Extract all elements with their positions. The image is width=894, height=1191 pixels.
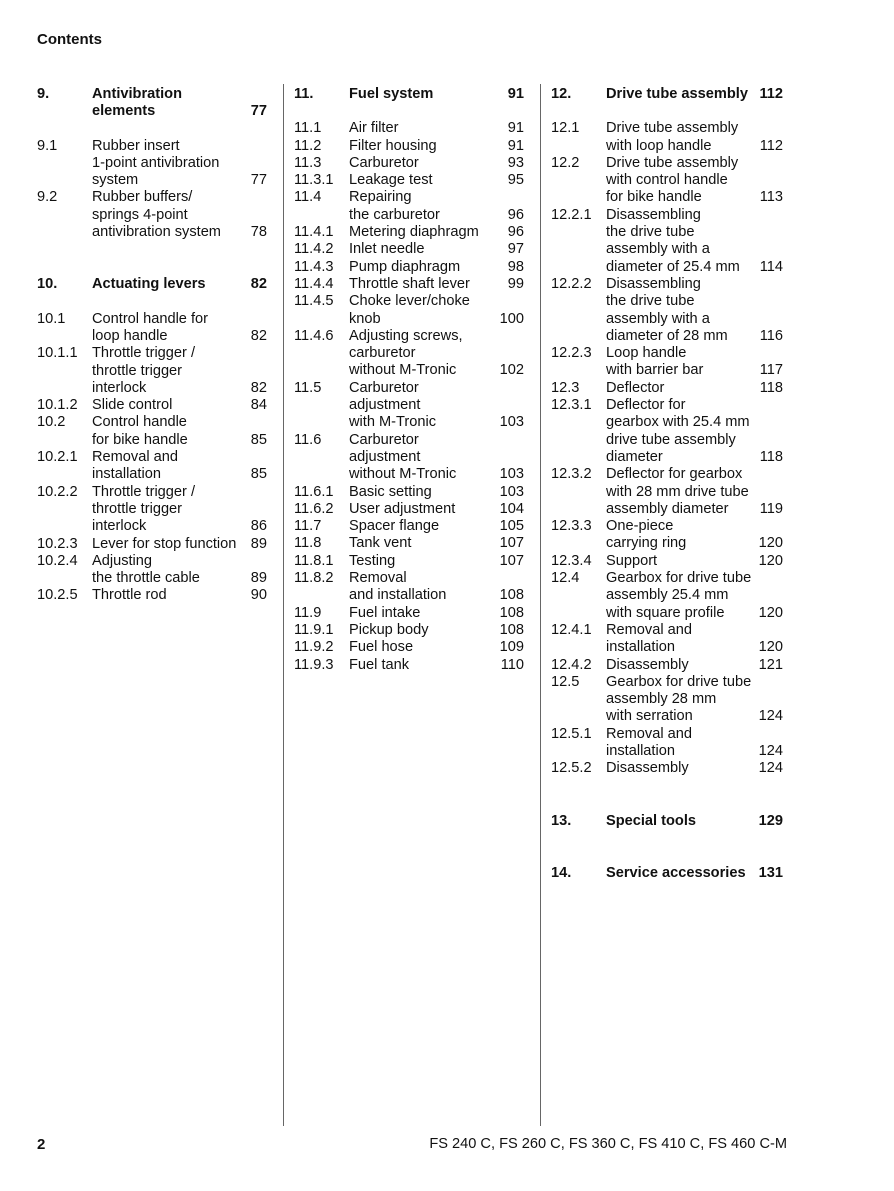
toc-entry-title: diameter: [606, 448, 663, 465]
toc-entry: [294, 241, 524, 258]
toc-entry-page: 99: [507, 275, 524, 292]
toc-entry-page: 84: [250, 397, 267, 414]
toc-entry-title: Metering diaphragm: [349, 224, 479, 241]
toc-entry: [551, 674, 783, 726]
column-divider-1: [283, 84, 284, 1126]
toc-entry-page: 82: [250, 327, 267, 344]
toc-entry: [294, 380, 524, 432]
toc-entry: [37, 587, 267, 604]
toc-entry-number: 12.5.1: [551, 725, 592, 742]
toc-entry-number: 10.1.2: [37, 397, 78, 414]
toc-entry-number: 11.4.2: [294, 241, 334, 258]
toc-entry-page: 86: [250, 518, 267, 535]
toc-entry-number: 10.: [37, 276, 58, 293]
toc-entry-title: Testing: [349, 552, 396, 569]
toc-entry: [551, 518, 783, 553]
toc-entry-page: 93: [507, 154, 524, 171]
toc-entry-page: 104: [499, 500, 524, 517]
toc-entry-title: with serration: [606, 708, 693, 725]
toc-entry-title: Rubber insert: [92, 137, 180, 154]
toc-entry-number: 11.9.3: [294, 656, 334, 673]
toc-entry-page: 91: [507, 137, 524, 154]
toc-entry-number: 11.4: [294, 189, 322, 206]
toc-entry: [294, 276, 524, 293]
toc-entry-number: 12.3: [551, 379, 580, 396]
toc-entry-title: assembly with a: [606, 241, 710, 258]
toc-entry-page: 96: [507, 206, 524, 223]
toc-entry-number: 10.2.1: [37, 449, 78, 466]
toc-entry: [37, 138, 267, 190]
toc-entry: [294, 224, 524, 241]
toc-entry-title: Throttle trigger /: [92, 483, 196, 500]
toc-entry-number: 12.2.1: [551, 206, 592, 223]
toc-entry: [37, 189, 267, 241]
toc-entry: [551, 380, 783, 397]
toc-entry-number: 10.2: [37, 414, 66, 431]
model-list: FS 240 C, FS 260 C, FS 360 C, FS 410 C, FS 460 C-M: [429, 1136, 787, 1152]
toc-entry-page: 89: [250, 570, 267, 587]
toc-entry-title: Deflector for: [606, 397, 686, 414]
toc-entry-page: 124: [758, 760, 783, 777]
toc-entry-title: Disassembly: [606, 760, 689, 777]
toc-entry-page: 113: [759, 189, 783, 206]
toc-entry-page: 82: [250, 379, 267, 396]
toc-entry: [294, 657, 524, 674]
toc-entry-title: Adjusting screws,: [349, 327, 463, 344]
toc-entry: [294, 189, 524, 224]
toc-entry-page: 121: [758, 656, 783, 673]
toc-entry-page: 77: [250, 172, 267, 189]
toc-entry-number: 10.2.2: [37, 483, 78, 500]
toc-entry-title: the carburetor: [349, 206, 440, 223]
toc-entry-title: Leakage test: [349, 172, 433, 189]
toc-entry-title: Drive tube assembly: [606, 86, 748, 102]
toc-entry-number: 12.4: [551, 570, 580, 587]
toc-entry: [37, 484, 267, 536]
toc-entry-title: Removal and: [606, 621, 692, 638]
toc-entry-title: drive tube assembly: [606, 431, 736, 448]
toc-entry-number: 11.6.2: [294, 500, 334, 517]
toc-entry-title: interlock: [92, 518, 147, 535]
toc-entry-number: 9.2: [37, 189, 58, 206]
toc-entry: [37, 414, 267, 449]
toc-entry: [551, 466, 783, 518]
toc-entry-title: Deflector for gearbox: [606, 466, 743, 483]
toc-entry-page: 91: [507, 120, 524, 137]
toc-entry-title: Support: [606, 552, 658, 569]
toc-entry-page: 116: [759, 327, 783, 344]
toc-entry: [551, 86, 783, 103]
toc-entry-number: 12.: [551, 86, 572, 102]
toc-entry-page: 96: [507, 224, 524, 241]
toc-entry: [294, 86, 524, 103]
toc-entry-title: Actuating levers: [92, 276, 206, 293]
toc-entry-number: 12.3.4: [551, 552, 592, 569]
toc-column-3: [551, 86, 783, 882]
toc-entry-number: 11.4.3: [294, 258, 334, 275]
toc-entry-page: 107: [499, 552, 524, 569]
toc-entry-title: Drive tube assembly: [606, 120, 739, 137]
toc-entry-title: Filter housing: [349, 137, 437, 154]
toc-entry: [551, 207, 783, 276]
toc-entry-title: diameter of 28 mm: [606, 327, 728, 344]
toc-entry: [551, 657, 783, 674]
toc-entry: [551, 120, 783, 155]
toc-entry-number: 11.1: [294, 120, 322, 137]
toc-entry-title: throttle trigger: [92, 362, 183, 379]
toc-entry-number: 12.2.2: [551, 275, 592, 292]
toc-entry-title: installation: [606, 639, 675, 656]
toc-entry: [37, 345, 267, 397]
toc-entry: [294, 328, 524, 380]
toc-entry-number: 11.4.5: [294, 293, 334, 310]
toc-entry-page: 90: [250, 587, 267, 604]
toc-entry-number: 11.: [294, 86, 314, 102]
toc-entry-title: with barrier bar: [606, 362, 704, 379]
toc-entry: [551, 553, 783, 570]
toc-entry: [37, 449, 267, 484]
toc-entry-page: 97: [507, 241, 524, 258]
toc-entry: [294, 501, 524, 518]
toc-entry-number: 12.3.1: [551, 397, 592, 414]
toc-entry: [37, 276, 267, 293]
toc-entry-title: Removal and: [92, 449, 178, 466]
toc-entry-title: adjustment: [349, 448, 421, 465]
toc-entry: [294, 120, 524, 137]
toc-entry-title: Repairing: [349, 189, 412, 206]
toc-entry: [551, 345, 783, 380]
toc-entry-title: Deflector: [606, 379, 665, 396]
toc-entry-title: One-piece: [606, 518, 674, 535]
toc-entry-number: 14.: [551, 864, 572, 881]
toc-entry-number: 10.2.4: [37, 552, 78, 569]
toc-entry-page: 98: [507, 258, 524, 275]
toc-entry-title: Antivibration: [92, 86, 182, 102]
toc-entry-title: Rubber buffers/: [92, 189, 193, 206]
toc-entry: [551, 155, 783, 207]
toc-entry-number: 11.5: [294, 379, 322, 396]
toc-entry-number: 11.4.4: [294, 275, 334, 292]
toc-entry-title: User adjustment: [349, 500, 456, 517]
toc-entry: [294, 518, 524, 535]
toc-entry-page: 117: [759, 362, 783, 379]
toc-entry: [294, 484, 524, 501]
toc-entry-title: with control handle: [606, 172, 728, 189]
toc-entry-title: installation: [606, 742, 675, 759]
toc-entry-page: 107: [499, 535, 524, 552]
toc-entry-title: carburetor: [349, 345, 416, 362]
toc-entry-number: 12.2.3: [551, 345, 592, 362]
toc-entry-title: Lever for stop function: [92, 535, 237, 552]
toc-entry-page: 110: [500, 656, 524, 673]
toc-entry-title: Fuel intake: [349, 604, 421, 621]
toc-entry-title: Gearbox for drive tube: [606, 570, 752, 587]
toc-column-1: [37, 86, 267, 605]
toc-entry-number: 12.5: [551, 673, 580, 690]
toc-entry-title: diameter of 25.4 mm: [606, 258, 740, 275]
toc-entry: [294, 138, 524, 155]
toc-entry-title: assembly 25.4 mm: [606, 587, 729, 604]
toc-entry-page: 89: [250, 535, 267, 552]
toc-entry-page: 120: [758, 552, 783, 569]
toc-entry: [37, 553, 267, 588]
toc-entry-title: installation: [92, 466, 161, 483]
toc-entry-title: knob: [349, 310, 381, 327]
toc-entry-title: Disassembly: [606, 656, 689, 673]
toc-entry-number: 10.2.3: [37, 535, 78, 552]
toc-entry: [551, 570, 783, 622]
toc-entry-title: the drive tube: [606, 224, 695, 241]
toc-entry-title: and installation: [349, 587, 447, 604]
toc-entry-title: Slide control: [92, 397, 173, 414]
toc-entry-title: Fuel hose: [349, 639, 414, 656]
toc-entry-page: 118: [759, 379, 783, 396]
page-number: 2: [37, 1136, 46, 1153]
toc-entry-number: 12.1: [551, 120, 580, 137]
toc-entry-title: elements: [92, 103, 156, 120]
toc-entry-title: without M-Tronic: [349, 362, 457, 379]
toc-entry-title: adjustment: [349, 397, 421, 414]
toc-entry-title: without M-Tronic: [349, 466, 457, 483]
toc-entry-title: assembly 28 mm: [606, 691, 717, 708]
page-header-title: Contents: [37, 31, 102, 48]
toc-entry: [551, 276, 783, 345]
toc-entry-title: Spacer flange: [349, 518, 440, 535]
toc-entry-title: assembly with a: [606, 310, 710, 327]
toc-entry-page: 120: [758, 604, 783, 621]
toc-entry-title: carrying ring: [606, 535, 687, 552]
toc-entry-number: 11.6.1: [294, 483, 334, 500]
toc-entry: [37, 86, 267, 121]
toc-entry: [294, 605, 524, 622]
toc-entry-title: Carburetor: [349, 379, 419, 396]
toc-entry: [294, 570, 524, 605]
toc-entry-title: the throttle cable: [92, 570, 200, 587]
toc-entry-number: 12.3.3: [551, 518, 592, 535]
toc-entry: [37, 397, 267, 414]
toc-entry-number: 9.1: [37, 137, 58, 154]
toc-entry-title: with 28 mm drive tube: [606, 483, 749, 500]
toc-entry-title: 1-point antivibration: [92, 154, 220, 171]
toc-entry-number: 11.4.1: [294, 224, 334, 241]
toc-entry-title: Basic setting: [349, 483, 432, 500]
toc-entry-number: 11.2: [294, 137, 322, 154]
toc-entry-title: Service accessories: [606, 864, 746, 881]
toc-entry: [294, 639, 524, 656]
toc-entry-title: Loop handle: [606, 345, 687, 362]
toc-entry-number: 12.4.1: [551, 621, 592, 638]
toc-entry-title: Throttle trigger /: [92, 345, 196, 362]
toc-entry-number: 11.7: [294, 518, 322, 535]
toc-entry-number: 12.5.2: [551, 760, 592, 777]
toc-entry-page: 109: [499, 639, 524, 656]
toc-column-2: [294, 86, 524, 674]
toc-entry-title: Removal: [349, 570, 407, 587]
toc-entry-title: Control handle: [92, 414, 187, 431]
toc-entry-page: 91: [507, 86, 524, 102]
toc-entry-page: 124: [758, 742, 783, 759]
toc-entry-page: 105: [499, 518, 524, 535]
toc-entry-title: Fuel system: [349, 86, 434, 102]
toc-entry: [294, 293, 524, 328]
toc-entry: [294, 535, 524, 552]
toc-entry: [551, 622, 783, 657]
toc-entry: [294, 259, 524, 276]
toc-entry: [551, 865, 783, 882]
toc-entry-number: 11.9.2: [294, 639, 334, 656]
toc-entry-number: 11.8.1: [294, 552, 334, 569]
toc-entry: [551, 397, 783, 466]
toc-entry-title: Removal and: [606, 725, 692, 742]
toc-entry: [37, 311, 267, 346]
toc-entry-number: 11.4.6: [294, 327, 334, 344]
toc-entry-number: 10.1: [37, 310, 66, 327]
toc-entry-title: Carburetor: [349, 431, 419, 448]
toc-entry-title: with loop handle: [606, 137, 712, 154]
toc-entry-page: 85: [250, 466, 267, 483]
toc-entry-page: 129: [758, 812, 783, 829]
toc-entry-page: 120: [758, 639, 783, 656]
toc-entry-number: 12.3.2: [551, 466, 592, 483]
toc-entry-page: 95: [507, 172, 524, 189]
toc-entry-number: 12.2: [551, 154, 580, 171]
toc-entry-page: 85: [250, 431, 267, 448]
toc-entry-number: 11.9.1: [294, 621, 334, 638]
toc-entry-page: 131: [758, 864, 783, 881]
toc-entry-page: 120: [758, 535, 783, 552]
toc-entry-number: 11.9: [294, 604, 322, 621]
toc-entry: [294, 553, 524, 570]
toc-entry-title: antivibration system: [92, 224, 221, 241]
toc-entry-title: the drive tube: [606, 293, 695, 310]
toc-entry-title: Air filter: [349, 120, 399, 137]
toc-entry-page: 102: [499, 362, 524, 379]
toc-entry-number: 11.3.1: [294, 172, 334, 189]
toc-entry-title: Tank vent: [349, 535, 412, 552]
toc-entry-title: Disassembling: [606, 275, 701, 292]
toc-entry-page: 118: [759, 448, 783, 465]
toc-entry-title: assembly diameter: [606, 500, 729, 517]
column-divider-2: [540, 84, 541, 1126]
toc-entry-title: system: [92, 172, 139, 189]
toc-entry-title: for bike handle: [92, 431, 188, 448]
toc-entry: [294, 155, 524, 172]
toc-entry-title: springs 4-point: [92, 206, 188, 223]
toc-entry-page: 100: [499, 310, 524, 327]
toc-entry-title: Drive tube assembly: [606, 154, 739, 171]
toc-entry-number: 12.4.2: [551, 656, 592, 673]
toc-entry-number: 10.1.1: [37, 345, 78, 362]
toc-entry: [551, 760, 783, 777]
toc-entry-title: with M-Tronic: [349, 414, 437, 431]
toc-entry-page: 114: [759, 258, 783, 275]
toc-entry: [551, 726, 783, 761]
toc-entry-title: loop handle: [92, 327, 168, 344]
toc-entry-title: Inlet needle: [349, 241, 425, 258]
toc-entry-page: 108: [499, 621, 524, 638]
toc-entry-title: Gearbox for drive tube: [606, 673, 752, 690]
toc-entry-page: 103: [499, 466, 524, 483]
toc-entry-title: Throttle rod: [92, 587, 167, 604]
toc-entry-number: 10.2.5: [37, 587, 78, 604]
toc-entry-title: gearbox with 25.4 mm: [606, 414, 750, 431]
toc-entry-title: Pickup body: [349, 621, 429, 638]
toc-entry-title: Disassembling: [606, 206, 701, 223]
toc-entry-title: with square profile: [606, 604, 725, 621]
toc-entry-page: 78: [250, 224, 267, 241]
toc-entry-page: 112: [759, 86, 783, 102]
toc-entry-title: Adjusting: [92, 552, 153, 569]
toc-entry-title: Pump diaphragm: [349, 258, 461, 275]
toc-entry: [294, 172, 524, 189]
toc-entry-page: 77: [250, 103, 267, 120]
toc-entry-page: 103: [499, 414, 524, 431]
toc-entry-page: 124: [758, 708, 783, 725]
toc-entry-title: for bike handle: [606, 189, 702, 206]
toc-entry-title: Special tools: [606, 812, 697, 829]
toc-entry-title: Throttle shaft lever: [349, 275, 470, 292]
toc-entry-number: 11.3: [294, 154, 322, 171]
toc-entry: [37, 536, 267, 553]
toc-entry-number: 13.: [551, 812, 572, 829]
toc-entry: [294, 432, 524, 484]
toc-entry-number: 11.8: [294, 535, 322, 552]
toc-entry-page: 108: [499, 604, 524, 621]
toc-entry-number: 11.6: [294, 431, 322, 448]
toc-entry-title: throttle trigger: [92, 500, 183, 517]
toc-entry-title: Control handle for: [92, 310, 209, 327]
toc-entry-page: 108: [499, 587, 524, 604]
toc-entry-page: 103: [499, 483, 524, 500]
toc-entry-title: Carburetor: [349, 154, 419, 171]
toc-entry-number: 9.: [37, 86, 50, 102]
toc-entry: [294, 622, 524, 639]
toc-entry: [551, 813, 783, 830]
toc-entry-number: 11.8.2: [294, 570, 334, 587]
toc-entry-title: interlock: [92, 379, 147, 396]
toc-entry-title: Fuel tank: [349, 656, 410, 673]
toc-entry-page: 112: [759, 137, 783, 154]
toc-entry-page: 82: [250, 276, 267, 293]
toc-entry-page: 119: [759, 500, 783, 517]
toc-entry-title: Choke lever/choke: [349, 293, 470, 310]
